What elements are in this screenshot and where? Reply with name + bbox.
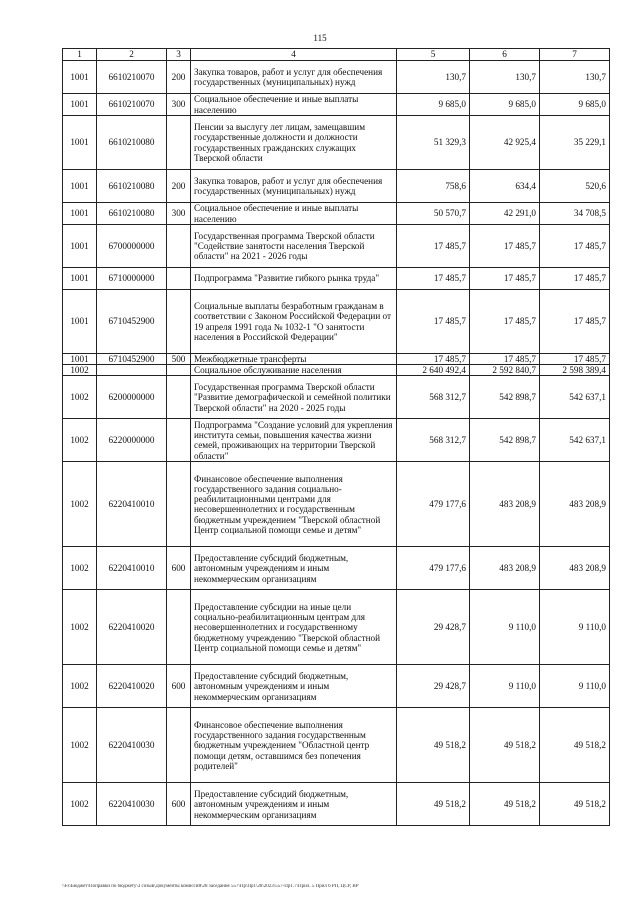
section-code-cell: 1002 xyxy=(63,665,97,708)
table-row xyxy=(63,94,610,116)
target-code-cell: 6200000000 xyxy=(97,376,167,419)
description-cell: Социальное обеспечение и иные выплаты населению xyxy=(191,94,397,116)
target-code-cell: 6610210080 xyxy=(97,116,167,170)
table-row xyxy=(63,290,610,354)
amount-2026-cell: 542 637,1 xyxy=(540,376,610,419)
expense-type-cell xyxy=(167,376,191,419)
header-col-2: 2 xyxy=(97,49,167,61)
section-code-cell: 1001 xyxy=(63,268,97,290)
expense-type-cell: 600 xyxy=(167,783,191,826)
expense-type-cell xyxy=(167,462,191,547)
amount-2024-cell: 17 485,7 xyxy=(397,225,470,268)
header-col-7: 7 xyxy=(540,49,610,61)
table-body xyxy=(63,61,610,826)
table-row xyxy=(63,547,610,590)
target-code-cell xyxy=(97,365,167,376)
amount-2025-cell: 483 208,9 xyxy=(470,547,540,590)
description-cell: Социальное обеспечение и иные выплаты населению xyxy=(191,203,397,225)
amount-2024-cell: 29 428,7 xyxy=(397,665,470,708)
amount-2026-cell: 17 485,7 xyxy=(540,354,610,365)
table-row xyxy=(63,376,610,419)
amount-2025-cell: 130,7 xyxy=(470,61,540,94)
expense-type-cell xyxy=(167,708,191,783)
budget-table xyxy=(62,48,610,826)
amount-2024-cell: 17 485,7 xyxy=(397,354,470,365)
amount-2026-cell: 9 110,0 xyxy=(540,590,610,665)
target-code-cell: 6610210070 xyxy=(97,94,167,116)
amount-2026-cell: 483 208,9 xyxy=(540,462,610,547)
expense-type-cell: 300 xyxy=(167,203,191,225)
table-row xyxy=(63,61,610,94)
target-code-cell: 6220410020 xyxy=(97,590,167,665)
description-cell: Государственная программа Тверской области "Содействие занятости населения Тверской области" на 2021 - 2026 годы xyxy=(191,225,397,268)
amount-2024-cell: 9 685,0 xyxy=(397,94,470,116)
amount-2025-cell: 49 518,2 xyxy=(470,708,540,783)
target-code-cell: 6710452900 xyxy=(97,290,167,354)
section-code-cell: 1001 xyxy=(63,225,97,268)
expense-type-cell xyxy=(167,268,191,290)
table-row xyxy=(63,365,610,376)
amount-2025-cell: 17 485,7 xyxy=(470,225,540,268)
description-cell: Подпрограмма "Создание условий для укрепления института семьи, повышения качества жизни семей, проживающих на территории Тверской области" xyxy=(191,419,397,462)
target-code-cell: 6610210080 xyxy=(97,203,167,225)
description-cell: Социальное обслуживание населения xyxy=(191,365,397,376)
section-code-cell: 1001 xyxy=(63,203,97,225)
expense-type-cell: 500 xyxy=(167,354,191,365)
amount-2026-cell: 34 708,5 xyxy=(540,203,610,225)
section-code-cell: 1002 xyxy=(63,365,97,376)
description-cell: Подпрограмма "Развитие гибкого рынка труда" xyxy=(191,268,397,290)
amount-2025-cell: 483 208,9 xyxy=(470,462,540,547)
amount-2024-cell: 50 570,7 xyxy=(397,203,470,225)
amount-2025-cell: 42 291,0 xyxy=(470,203,540,225)
table-row xyxy=(63,419,610,462)
table-row xyxy=(63,354,610,365)
section-code-cell: 1002 xyxy=(63,783,97,826)
target-code-cell: 6700000000 xyxy=(97,225,167,268)
section-code-cell: 1001 xyxy=(63,61,97,94)
amount-2024-cell: 49 518,2 xyxy=(397,783,470,826)
target-code-cell: 6220410010 xyxy=(97,547,167,590)
target-code-cell: 6710452900 xyxy=(97,354,167,365)
table-row xyxy=(63,708,610,783)
target-code-cell: 6220410030 xyxy=(97,708,167,783)
amount-2025-cell: 542 898,7 xyxy=(470,376,540,419)
expense-type-cell xyxy=(167,365,191,376)
description-cell: Финансовое обеспечение выполнения государственного задания социально-реабилитационными центрами для несовершеннолетних и государственным бюджетным учреждением "Тверской областной Центр социальной помощи семье и детям" xyxy=(191,462,397,547)
table-row xyxy=(63,590,610,665)
amount-2026-cell: 35 229,1 xyxy=(540,116,610,170)
section-code-cell: 1001 xyxy=(63,354,97,365)
amount-2024-cell: 51 329,3 xyxy=(397,116,470,170)
amount-2025-cell: 9 110,0 xyxy=(470,590,540,665)
description-cell: Межбюджетные трансферты xyxy=(191,354,397,365)
amount-2024-cell: 17 485,7 xyxy=(397,290,470,354)
section-code-cell: 1002 xyxy=(63,419,97,462)
amount-2024-cell: 29 428,7 xyxy=(397,590,470,665)
amount-2026-cell: 17 485,7 xyxy=(540,225,610,268)
amount-2026-cell: 17 485,7 xyxy=(540,268,610,290)
amount-2025-cell: 49 518,2 xyxy=(470,783,540,826)
expense-type-cell xyxy=(167,419,191,462)
amount-2026-cell: 9 110,0 xyxy=(540,665,610,708)
section-code-cell: 1002 xyxy=(63,547,97,590)
header-col-1: 1 xyxy=(63,49,97,61)
amount-2024-cell: 2 640 492,4 xyxy=(397,365,470,376)
section-code-cell: 1001 xyxy=(63,290,97,354)
amount-2026-cell: 542 637,1 xyxy=(540,419,610,462)
expense-type-cell: 200 xyxy=(167,170,191,203)
target-code-cell: 6220410020 xyxy=(97,665,167,708)
amount-2025-cell: 42 925,4 xyxy=(470,116,540,170)
table-row xyxy=(63,203,610,225)
description-cell: Закупка товаров, работ и услуг для обеспечения государственных (муниципальных) нужд xyxy=(191,170,397,203)
amount-2026-cell: 483 208,9 xyxy=(540,547,610,590)
amount-2024-cell: 568 312,7 xyxy=(397,376,470,419)
description-cell: Закупка товаров, работ и услуг для обеспечения государственных (муниципальных) нужд xyxy=(191,61,397,94)
section-code-cell: 1001 xyxy=(63,116,97,170)
amount-2025-cell: 9 685,0 xyxy=(470,94,540,116)
amount-2026-cell: 49 518,2 xyxy=(540,783,610,826)
section-code-cell: 1002 xyxy=(63,590,97,665)
table-row xyxy=(63,665,610,708)
page-number: 115 xyxy=(313,33,327,43)
header-col-3: 3 xyxy=(167,49,191,61)
amount-2024-cell: 758,6 xyxy=(397,170,470,203)
target-code-cell: 6220410030 xyxy=(97,783,167,826)
description-cell: Социальные выплаты безработным гражданам в соответствии с Законом Российской Федерации от 19 апреля 1991 года № 1032-1 "О занятости населения в Российской Федерации" xyxy=(191,290,397,354)
amount-2026-cell: 2 598 389,4 xyxy=(540,365,610,376)
expense-type-cell: 600 xyxy=(167,665,191,708)
table-row xyxy=(63,116,610,170)
amount-2024-cell: 49 518,2 xyxy=(397,708,470,783)
header-col-5: 5 xyxy=(397,49,470,61)
expense-type-cell: 300 xyxy=(167,94,191,116)
amount-2025-cell: 17 485,7 xyxy=(470,268,540,290)
target-code-cell: 6610210070 xyxy=(97,61,167,94)
description-cell: Пенсии за выслугу лет лицам, замещавшим государственные должности и должности государственных гражданских служащих Тверской области xyxy=(191,116,397,170)
description-cell: Предоставление субсидий бюджетным, автономным учреждениям и иным некоммерческим организациям xyxy=(191,665,397,708)
amount-2024-cell: 568 312,7 xyxy=(397,419,470,462)
description-cell: Государственная программа Тверской области "Развитие демографической и семейной политики Тверской области" на 2020 - 2025 годы xyxy=(191,376,397,419)
amount-2025-cell: 17 485,7 xyxy=(470,290,540,354)
amount-2026-cell: 49 518,2 xyxy=(540,708,610,783)
table-row xyxy=(63,462,610,547)
amount-2025-cell: 9 110,0 xyxy=(470,665,540,708)
amount-2024-cell: 17 485,7 xyxy=(397,268,470,290)
target-code-cell: 6220000000 xyxy=(97,419,167,462)
amount-2026-cell: 520,6 xyxy=(540,170,610,203)
section-code-cell: 1002 xyxy=(63,462,97,547)
table-row xyxy=(63,783,610,826)
target-code-cell: 6610210080 xyxy=(97,170,167,203)
description-cell: Предоставление субсидий бюджетным, автономным учреждениям и иным некоммерческим организациям xyxy=(191,783,397,826)
expense-type-cell xyxy=(167,590,191,665)
expense-type-cell: 200 xyxy=(167,61,191,94)
amount-2025-cell: 542 898,7 xyxy=(470,419,540,462)
section-code-cell: 1002 xyxy=(63,708,97,783)
header-col-6: 6 xyxy=(470,49,540,61)
expense-type-cell xyxy=(167,290,191,354)
table-row xyxy=(63,268,610,290)
table-row xyxy=(63,170,610,203)
description-cell: Финансовое обеспечение выполнения государственного задания государственным бюджетным учреждением "Областной центр помощи детям, оставшимся без попечения родителей" xyxy=(191,708,397,783)
description-cell: Предоставление субсидии на иные цели социально-реабилитационным центрам для несовершеннолетних и государственному бюджетному учреждению "Тверской областной Центр социальной помощи семье и детям" xyxy=(191,590,397,665)
amount-2024-cell: 479 177,6 xyxy=(397,462,470,547)
description-cell: Предоставление субсидий бюджетным, автономным учреждениям и иным некоммерческим организациям xyxy=(191,547,397,590)
expense-type-cell xyxy=(167,225,191,268)
table-header-row xyxy=(63,49,610,61)
amount-2026-cell: 17 485,7 xyxy=(540,290,610,354)
amount-2025-cell: 17 485,7 xyxy=(470,354,540,365)
amount-2025-cell: 2 592 840,7 xyxy=(470,365,540,376)
table-row xyxy=(63,225,610,268)
section-code-cell: 1001 xyxy=(63,170,97,203)
amount-2024-cell: 130,7 xyxy=(397,61,470,94)
target-code-cell: 6220410010 xyxy=(97,462,167,547)
amount-2026-cell: 130,7 xyxy=(540,61,610,94)
amount-2025-cell: 634,4 xyxy=(470,170,540,203)
amount-2024-cell: 479 177,6 xyxy=(397,547,470,590)
expense-type-cell: 600 xyxy=(167,547,191,590)
section-code-cell: 1002 xyxy=(63,376,97,419)
target-code-cell: 6710000000 xyxy=(97,268,167,290)
file-path-footer: \\Fs\Бюджет\Поправки по бюджету\3 созыв\Документы комиссий\28 заседание 557\Пр\Пр1\28\2023\557-Пр1.7\Прил. 5 Прил 6 РП, ЦСР, ВР xyxy=(62,884,359,889)
expense-type-cell xyxy=(167,116,191,170)
header-col-4: 4 xyxy=(191,49,397,61)
amount-2026-cell: 9 685,0 xyxy=(540,94,610,116)
section-code-cell: 1001 xyxy=(63,94,97,116)
